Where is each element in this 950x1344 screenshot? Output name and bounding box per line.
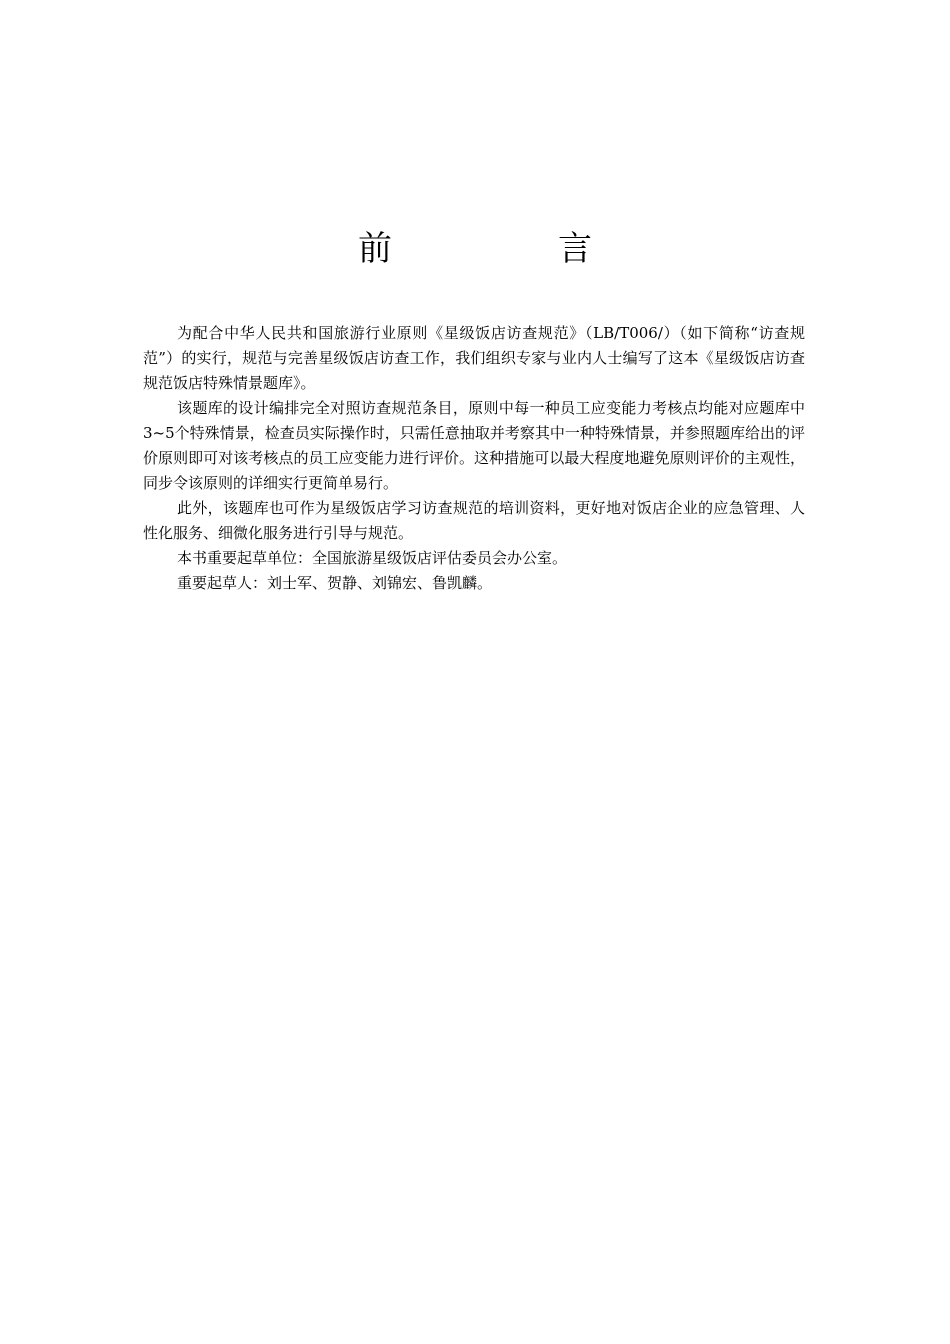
page-title: 前 言 <box>358 229 658 269</box>
paragraph-drafting-unit: 本书重要起草单位：全国旅游星级饭店评估委员会办公室。 <box>177 549 568 567</box>
paragraph-design: 该题库的设计编排完全对照访查规范条目，原则中每一种员工应变能力考核点均能对应题库中3~5个特殊情景，检查员实际操作时，只需任意抽取并考察其中一种特殊情景，并参照题库给出的评价原则即可对该考核点的员工应变能力进行评价。这种措施可以最大程度地避免原则评价的主观性，同步令该原则的详细实行更简单易行。 <box>143 399 805 492</box>
paragraph-drafters: 重要起草人：刘士军、贺静、刘锦宏、鲁凯麟。 <box>177 574 493 592</box>
preface-body <box>143 321 805 596</box>
paragraph-training-use: 此外，该题库也可作为星级饭店学习访查规范的培训资料，更好地对饭店企业的应急管理、人性化服务、细微化服务进行引导与规范。 <box>143 499 805 542</box>
paragraph-intro: 为配合中华人民共和国旅游行业原则《星级饭店访查规范》（LB/T006/）（如下简称“访查规范”）的实行，规范与完善星级饭店访查工作，我们组织专家与业内人士编写了这本《星级饭店访查规范饭店特殊情景题库》。 <box>143 324 805 392</box>
